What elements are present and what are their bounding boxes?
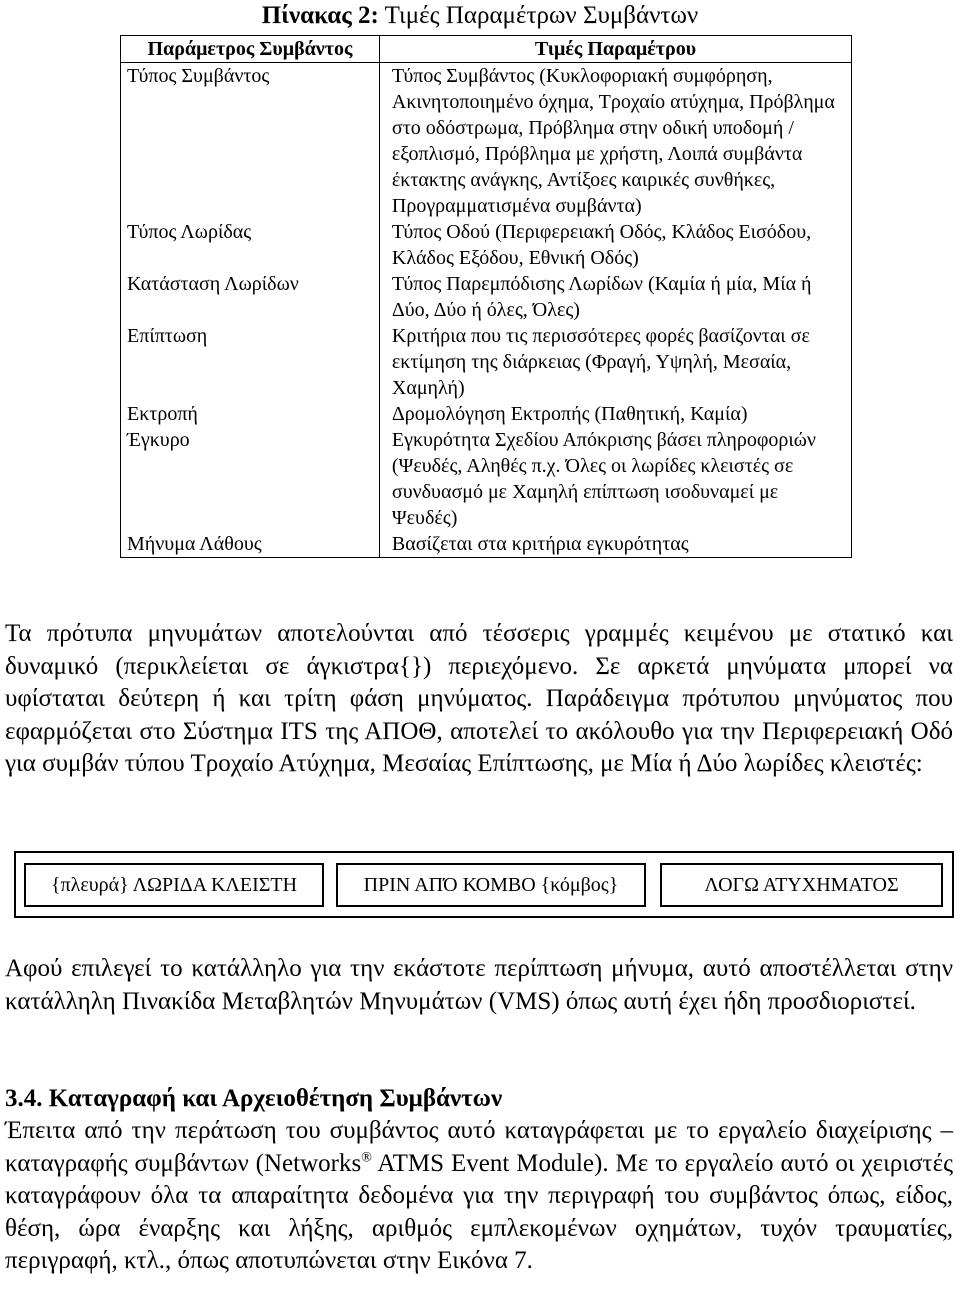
header-parameter: Παράμετρος Συμβάντος [121, 36, 380, 63]
table-row [121, 63, 852, 220]
template-line-1: {πλευρά} ΛΩΡΙΔΑ ΚΛΕΙΣΤΗ [24, 863, 324, 907]
message-template-example [14, 851, 954, 918]
row-value: Κριτήρια που τις περισσότερες φορές βασίζονται σε εκτίμηση της διάρκειας (Φραγή, Υψηλή, Μεσαία, Χαμηλή) [379, 323, 851, 401]
table-row [121, 427, 852, 531]
row-parameter: Επίπτωση [121, 323, 380, 401]
template-line-3: ΛΟΓΩ ΑΤΥΧΗΜΑΤΟΣ [660, 863, 943, 907]
paragraph-event-logging-start: Έπειτα από την περάτωση του συμβάντος αυτό καταγράφεται με το εργαλείο διαχείρισης – καταγραφής συμβάντων (Networks [5, 1117, 953, 1177]
paragraph-event-logging [5, 1115, 953, 1278]
row-parameter: Έγκυρο [121, 427, 380, 531]
paragraph-vms: Αφού επιλεγεί το κατάλληλο για την εκάστοτε περίπτωση μήνυμα, αυτό αποστέλλεται στην κατάλληλη Πινακίδα Μεταβλητών Μηνυμάτων (VMS) όπως αυτή έχει ήδη προσδιοριστεί. [5, 955, 953, 1015]
row-value: Βασίζεται στα κριτήρια εγκυρότητας [379, 531, 851, 558]
parameters-table [120, 35, 852, 558]
row-parameter: Κατάσταση Λωρίδων [121, 271, 380, 323]
paragraph-event-logging-end: ATMS Event Module). Με το εργαλείο αυτό οι χειριστές καταγράφουν όλα τα απαραίτητα δεδομένα για την περιγραφή του συμβάντος όπως, είδος, θέση, ώρα έναρξης και λήξης, αριθμός εμπλεκομένων οχημάτων, τυχόν τραυματίες, περιγραφή, κτλ., όπως αποτυπώνεται στην Εικόνα 7. [5, 1149, 953, 1275]
table-header-row [121, 36, 852, 63]
table-caption-title: Τιμές Παραμέτρων Συμβάντων [384, 2, 699, 29]
row-value: Τύπος Παρεμπόδισης Λωρίδων (Καμία ή μία, Μία ή Δύο, Δύο ή όλες, Όλες) [379, 271, 851, 323]
table-caption-label: Πίνακας 2: [261, 2, 379, 29]
registered-mark: ® [361, 1150, 372, 1166]
table-row [121, 219, 852, 271]
table-row [121, 401, 852, 427]
paragraph-message-templates: Τα πρότυπα μηνυμάτων αποτελούνται από τέσσερις γραμμές κειμένου με στατικό και δυναμικό (περικλείεται σε άγκιστρα{}) περιεχόμενο. Σε αρκετά μηνύματα μπορεί να υφίσταται δεύτερη ή και τρίτη φάση μηνύματος. Παράδειγμα πρότυπου μηνύματος που εφαρμόζεται στο Σύστημα ITS της ΑΠΟΘ, αποτελεί το ακόλουθο για την Περιφερειακή Οδό για συμβάν τύπου Τροχαίο Ατύχημα, Μεσαίας Επίπτωσης, με Μία ή Δύο λωρίδες κλειστές: [5, 620, 953, 778]
row-parameter: Τύπος Λωρίδας [121, 219, 380, 271]
table-row [121, 271, 852, 323]
row-parameter: Εκτροπή [121, 401, 380, 427]
row-value: Τύπος Οδού (Περιφερειακή Οδός, Κλάδος Εισόδου, Κλάδος Εξόδου, Εθνική Οδός) [379, 219, 851, 271]
section-heading: 3.4. Καταγραφή και Αρχειοθέτηση Συμβάντων [5, 1085, 503, 1112]
row-value: Δρομολόγηση Εκτροπής (Παθητική, Καμία) [379, 401, 851, 427]
row-parameter: Μήνυμα Λάθους [121, 531, 380, 558]
row-parameter: Τύπος Συμβάντος [121, 63, 380, 220]
table-caption [0, 2, 960, 30]
row-value: Τύπος Συμβάντος (Κυκλοφοριακή συμφόρηση, Ακινητοποιημένο όχημα, Τροχαίο ατύχημα, Πρόβλημα στο οδόστρωμα, Πρόβλημα στην οδική υποδομή / εξοπλισμό, Πρόβλημα με χρήστη, Λοιπά συμβάντα έκτακτης ανάγκης, Αντίξοες καιρικές συνθήκες, Προγραμματισμένα συμβάντα) [379, 63, 851, 220]
header-values: Τιμές Παραμέτρου [379, 36, 851, 63]
template-line-2: ΠΡΙΝ ΑΠΌ ΚΟΜΒΟ {κόμβος} [336, 863, 646, 907]
table-row [121, 323, 852, 401]
row-value: Εγκυρότητα Σχεδίου Απόκρισης βάσει πληροφοριών (Ψευδές, Αληθές π.χ. Όλες οι λωρίδες κλειστές σε συνδυασμό με Χαμηλή επίπτωση ισοδυναμεί με Ψευδές) [379, 427, 851, 531]
table-row [121, 531, 852, 558]
